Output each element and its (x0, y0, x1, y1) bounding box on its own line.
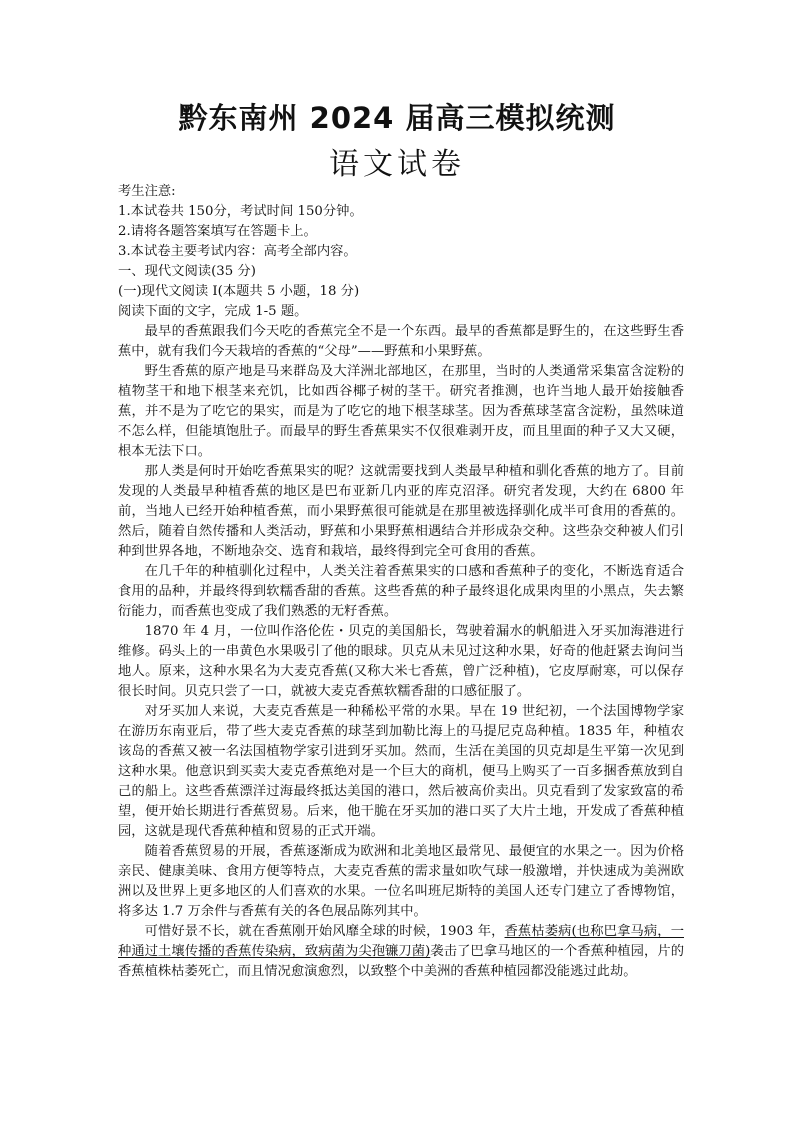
exam-body (118, 182, 684, 982)
notice-heading: 考生注意: (118, 184, 176, 199)
passage-paragraph-3: 那人类是何时开始吃香蕉果实的呢？这就需要找到人类最早种植和驯化香蕉的地方了。目前发现的人类最早种植香蕉的地区是巴布亚新几内亚的库克沼泽。研究者发现，大约在 6800 年前，当地人已经开始种植香蕉，而小果野蕉很可能就是在那里被选择驯化成半可食用的香蕉的。然后，随着自然传播和人类活动，野蕉和小果野蕉相遇结合并形成杂交种。这些杂交种被人们引种到世界各地，不断地杂交、选育和栽培，最终得到完全可食用的香蕉。 (118, 464, 684, 559)
passage-paragraph-7: 随着香蕉贸易的开展，香蕉逐渐成为欧洲和北美地区最常见、最便宜的水果之一。因为价格亲民、健康美味、食用方便等特点，大麦克香蕉的需求量如吹气球一般激增，并快速成为美洲欧洲以及世界上更多地区的人们喜欢的水果。一位名叫班尼斯特的美国人还专门建立了香博物馆，将多达 1.7 万余件与香蕉有关的各色展品陈列其中。 (118, 844, 684, 919)
section-heading: 一、现代文阅读(35 分) (118, 264, 256, 279)
passage-paragraph-8 (118, 922, 684, 982)
notice-item: 1.本试卷共 150分，考试时间 150分钟。 (118, 204, 363, 219)
notice-item: 2.请将各题答案填写在答题卡上。 (118, 224, 317, 239)
underlined-phrase: 香蕉枯萎病(也称巴拿马病，一种通过土壤传播的香蕉传染病，致病菌为尖孢镰刀菌) (118, 924, 684, 959)
notice-item: 3.本试卷主要考试内容：高考全部内容。 (118, 244, 357, 259)
section-subheading: (一)现代文阅读 I(本题共 5 小题，18 分) (118, 284, 360, 299)
passage-paragraph-1: 最早的香蕉跟我们今天吃的香蕉完全不是一个东西。最早的香蕉都是野生的，在这些野生香蕉中，就有我们今天栽培的香蕉的“父母”——野蕉和小果野蕉。 (118, 324, 684, 359)
reading-instruction: 阅读下面的文字，完成 1-5 题。 (118, 304, 308, 319)
passage-paragraph-5: 1870 年 4 月，一位叫作洛伦佐・贝克的美国船长，驾驶着漏水的帆船进入牙买加海港进行维修。码头上的一串黄色水果吸引了他的眼球。贝克从未见过这种水果，好奇的他赶紧去询问当地人。原来，这种水果名为大麦克香蕉(又称大米七香蕉，曾广泛种植)，它皮厚耐寒，可以保存很长时间。贝克只尝了一口，就被大麦克香蕉软糯香甜的口感征服了。 (118, 624, 684, 699)
exam-subtitle: 语文试卷 (329, 147, 465, 182)
paragraph-text: 袭击了巴拿马地区的一个香蕉种植园，片的香蕉植株枯萎死亡，而且情况愈演愈烈，以致整个中美洲的香蕉种植园都没能逃过此劫。 (118, 944, 685, 979)
passage-paragraph-2: 野生香蕉的原产地是马来群岛及大洋洲北部地区，在那里，当时的人类通常采集富含淀粉的植物茎干和地下根茎来充饥，比如西谷椰子树的茎干。研究者推测，也许当地人最开始接触香蕉，并不是为了吃它的果实，而是为了吃它的地下根茎球茎。因为香蕉球茎富含淀粉，虽然味道不怎么样，但能填饱肚子。而最早的野生香蕉果实不仅很难剥开皮，而且里面的种子又大又硬，根本无法下口。 (118, 364, 684, 459)
paragraph-text: 可惜好景不长，就在香蕉刚开始风靡全球的时候，1903 年， (144, 924, 505, 939)
passage-paragraph-6: 对牙买加人来说，大麦克香蕉是一种稀松平常的水果。早在 19 世纪初，一个法国博物学家在游历东南亚后，带了些大麦克香蕉的球茎到加勒比海上的马提尼克岛种植。1835 年，种植农该岛的香蕉又被一名法国植物学家引进到牙买加。然而，生活在美国的贝克却是生平第一次见到这种水果。他意识到买卖大麦克香蕉绝对是一个巨大的商机，便马上购买了一百多捆香蕉放到自己的船上。这些香蕉漂洋过海最终抵达美国的港口，然后被高价卖出。贝克看到了发家致富的希望，便开始长期进行香蕉贸易。后来，他干脆在牙买加的港口买了大片土地，开发成了香蕉种植园，这就是现代香蕉种植和贸易的正式开端。 (118, 704, 684, 839)
exam-title: 黔东南州 2024 届高三模拟统测 (178, 101, 616, 135)
passage-paragraph-4: 在几千年的种植驯化过程中，人类关注着香蕉果实的口感和香蕉种子的变化，不断选育适合食用的品种，并最终得到软糯香甜的香蕉。这些香蕉的种子最终退化成果肉里的小黑点，失去繁衍能力，而香蕉也变成了我们熟悉的无籽香蕉。 (118, 564, 684, 619)
